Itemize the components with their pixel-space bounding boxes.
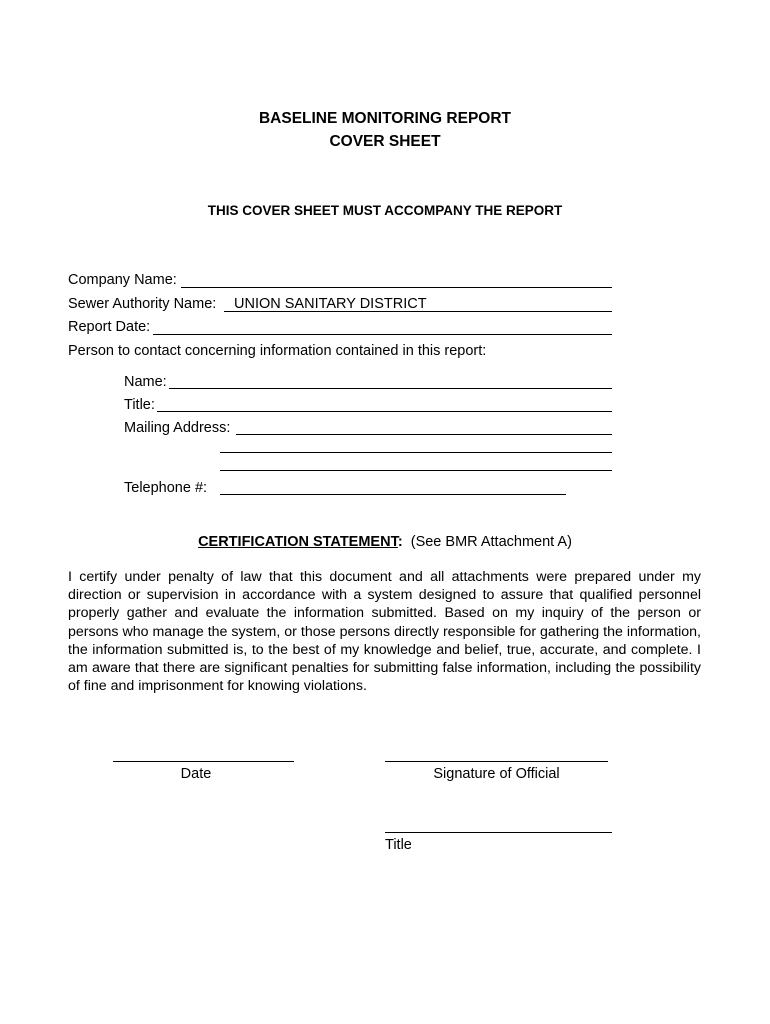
company-name-label: Company Name: (68, 272, 177, 288)
official-signature-line[interactable] (385, 761, 608, 762)
telephone-label: Telephone #: (124, 480, 208, 496)
company-name-field[interactable] (181, 287, 612, 288)
telephone-field[interactable] (220, 494, 566, 495)
certification-colon: : (397, 534, 403, 550)
mailing-address-field-2[interactable] (220, 452, 612, 453)
certification-reference: (See BMR Attachment A) (410, 534, 572, 550)
certification-statement: I certify under penalty of law that this document and all attachments were prepared under my direction or supervision in accordance with a system designed to assure that qualified personnel properly gather and evaluate the information submitted. Based on my inquiry of the person or persons who manage the system, or those persons directly responsible for gathering the information, the information submitted is, to the best of my knowledge and belief, true, accurate, and complete. I am aware that there are significant penalties for submitting false information, including the possibility of fine and imprisonment for knowing violations. (68, 569, 701, 695)
certification-heading (0, 534, 770, 550)
certification-title: CERTIFICATION STATEMENT (198, 534, 398, 550)
signature-caption: Signature of Official (433, 766, 560, 782)
date-caption: Date (180, 766, 212, 782)
contact-title-label: Title: (124, 397, 155, 413)
contact-name-field[interactable] (169, 388, 612, 389)
contact-name-label: Name: (124, 374, 167, 390)
sewer-authority-value: UNION SANITARY DISTRICT (234, 296, 427, 312)
mailing-address-field-3[interactable] (220, 470, 612, 471)
contact-intro: Person to contact concerning information contained in this report: (68, 343, 487, 359)
notice-text: THIS COVER SHEET MUST ACCOMPANY THE REPORT (207, 203, 563, 218)
sewer-authority-label: Sewer Authority Name: (68, 296, 217, 312)
page-subtitle: COVER SHEET (329, 133, 441, 150)
report-date-label: Report Date: (68, 319, 151, 335)
mailing-address-label: Mailing Address: (124, 420, 231, 436)
title-caption: Title (385, 837, 412, 853)
mailing-address-field-1[interactable] (236, 434, 612, 435)
page-title: BASELINE MONITORING REPORT (258, 110, 512, 127)
report-date-field[interactable] (153, 334, 612, 335)
date-signature-line[interactable] (113, 761, 294, 762)
contact-title-field[interactable] (157, 411, 612, 412)
official-title-line[interactable] (385, 832, 612, 833)
